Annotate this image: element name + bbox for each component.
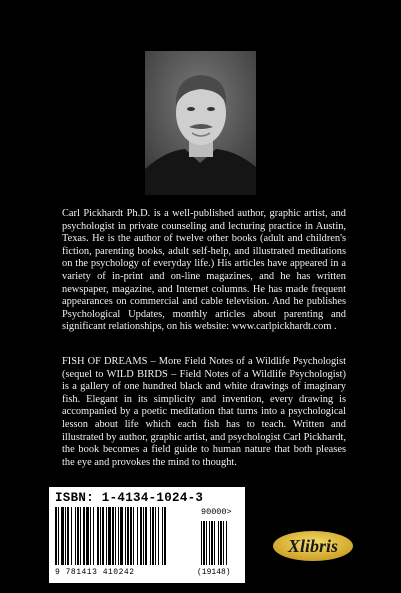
ean-digits: 9 781413 410242 xyxy=(55,568,135,577)
isbn-barcode xyxy=(49,487,245,583)
isbn-label: ISBN: 1-4134-1024-3 xyxy=(55,491,204,505)
author-bio: Carl Pickhardt Ph.D. is a well-published author, graphic artist, and psychologist in private counseling and lecturing practice in Austin, Texas. He is the author of twelve other books (adult and children's fiction, parenting books, adult self-help, and illustrated meditations on the psychology of everyday life.) His articles have appeared in a variety of in-print and on-line magazines, and he has written newspaper, magazine, and Internet columns. He has made frequent appearances on commercial and cable television. And he publishes Psychological Updates, monthly articles about parenting and significant relationships, on his website: www.carlpickhardt.com . xyxy=(62,208,346,333)
xlibris-wordmark: Xlibris xyxy=(287,535,339,556)
price-code: 90000> xyxy=(201,507,232,517)
xlibris-logo xyxy=(272,530,354,562)
author-photo xyxy=(145,51,256,195)
order-code: (19148) xyxy=(197,568,231,577)
book-description: FISH OF DREAMS – More Field Notes of a Wildlife Psychologist (sequel to WILD BIRDS – Field Notes of a Wildlife Psychologist) is a gallery of one hundred black and white drawings of imaginary fish. Elegant in its simplicity and invention, every drawing is accompanied by a poetic meditation that turns into a psychological lesson about life which each fish has to teach. Written and illustrated by author, graphic artist, and psychologist Carl Pickhardt, the book becomes a field guide to human nature that both pleases the eye and provokes the mind to thought. xyxy=(62,356,346,468)
